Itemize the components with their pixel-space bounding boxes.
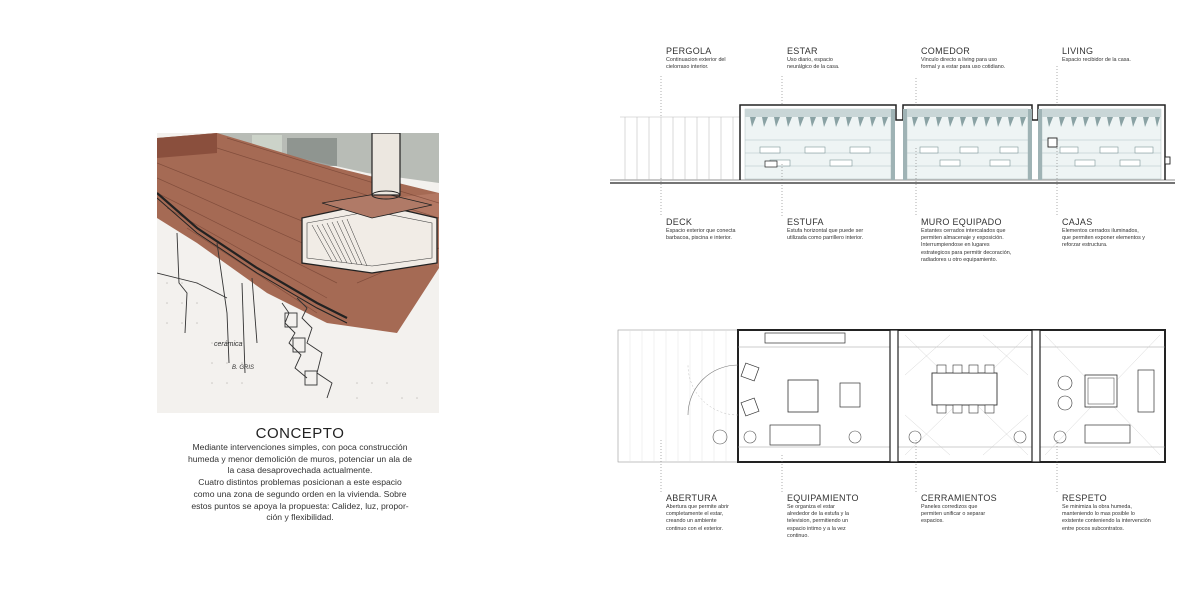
concept-line: Mediante intervenciones simples, con poca construcción <box>192 442 408 452</box>
concept-title: CONCEPTO <box>255 425 345 442</box>
label-cajas <box>1062 217 1182 250</box>
sketch-note-ceramica: cerámica <box>214 341 243 348</box>
label-desc: Elementos cerrados iluminados, que permiten exponer elementos y reforzar estructura. <box>1062 228 1146 249</box>
concept-line: humeda y menor demolición de muros, potenciar un ala de <box>187 453 413 464</box>
concept-line: Cuatro distintos problemas posicionan a este espacio <box>198 477 402 488</box>
label-desc: Estufa horizontal que puede ser utilizada como parrillero interior. <box>787 228 864 242</box>
label-respeto <box>1062 493 1182 533</box>
label-title: CERRAMIENTOS <box>921 493 997 503</box>
label-desc: Espacio recibidor de la casa. <box>1062 57 1131 63</box>
label-desc: Paneles corredizos que permiten unificar o separar espacios. <box>921 504 986 525</box>
label-desc: Uso diario, espacio neurálgico de la casa. <box>787 57 840 71</box>
label-title: LIVING <box>1062 46 1094 56</box>
label-desc: Continuacion exterior del cielorraso interior. <box>666 57 726 71</box>
label-pergola <box>666 46 786 71</box>
label-estar <box>787 46 907 71</box>
label-desc: Estantes cerrados intercalados que permiten almacenaje y exposición. Interrumpiendose en lugares estrategicos para permitir decoración, radiadores u otro equipamiento. <box>921 228 1012 263</box>
label-desc: Se organiza el estar alrededor de la estufa y la television, permitiendo un espacio intimo y a la vez continuo. <box>787 504 850 539</box>
label-title: ESTAR <box>787 46 818 56</box>
concept-line: ción y flexibilidad. <box>266 512 334 523</box>
label-equipamiento <box>787 493 907 540</box>
label-title: CAJAS <box>1062 217 1093 227</box>
label-abertura <box>666 493 786 533</box>
label-desc: Vinculo directo a living para uso formal y a estar para uso cotidiano. <box>921 57 1006 71</box>
label-comedor <box>921 46 1041 71</box>
label-title: COMEDOR <box>921 46 971 56</box>
label-title: RESPETO <box>1062 493 1107 503</box>
label-desc: Espacio exterior que conecta barbacoa, piscina e interior. <box>666 228 736 242</box>
label-title: ABERTURA <box>666 493 718 503</box>
label-title: MURO EQUIPADO <box>921 217 1002 227</box>
label-title: DECK <box>666 217 693 227</box>
concept-line: estos puntos se apoya la propuesta: Calidez, luz, propor- <box>191 500 409 511</box>
sketch-note-gris: B. GRIS <box>232 365 255 371</box>
label-cerramientos <box>921 493 1041 526</box>
label-living <box>1062 46 1182 64</box>
label-title: EQUIPAMIENTO <box>787 493 859 503</box>
label-desc: Abertura que permite abrir completamente el estar, creando un ambiente continuo con el exterior. <box>666 504 729 532</box>
concept-line: como una zona de segundo orden en la vivienda. Sobre <box>193 488 407 499</box>
concept-line: la casa desaprovechada actualmente. <box>227 465 373 476</box>
label-estufa <box>787 217 907 242</box>
label-muro-equipado <box>921 217 1041 264</box>
label-title: ESTUFA <box>787 217 824 227</box>
label-title: PERGOLA <box>666 46 712 56</box>
label-desc: Se minimiza la obra humeda, manteniendo lo mas posible lo existente conteniendo la intervención entre pocos subcontratos. <box>1062 504 1151 532</box>
label-deck <box>666 217 786 242</box>
